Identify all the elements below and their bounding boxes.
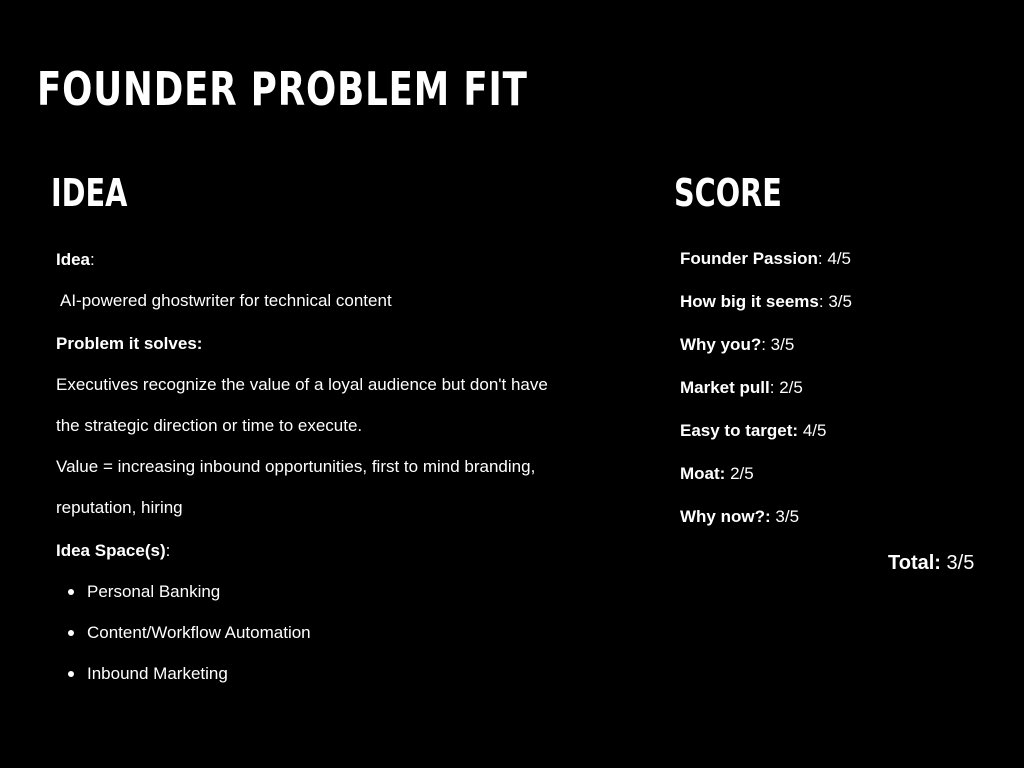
score-value: 3/5 [775,507,800,526]
score-separator: : [769,378,780,397]
score-separator: : [818,292,829,311]
problem-label-line [56,334,202,354]
score-row-why-now [680,507,852,550]
score-value: 3/5 [828,292,852,311]
value-text-line-2: reputation, hiring [56,498,183,517]
score-row-market-pull [680,378,852,421]
idea-space-label: Content/Workflow Automation [87,623,311,642]
score-label: Why you? [680,335,762,354]
problem-label: Problem it solves: [56,334,203,353]
score-value: 3/5 [770,335,795,354]
problem-text-line-2: the strategic direction or time to execute. [56,416,363,435]
idea-spaces-label-line [56,541,170,561]
total-value: 3/5 [946,552,975,574]
idea-value: AI-powered ghostwriter for technical content [60,291,392,310]
idea-spaces-label: Idea Space(s) [56,541,166,560]
score-label: How big it seems [680,292,819,311]
total-score [888,551,974,575]
list-item [68,664,311,705]
score-separator: : [761,335,771,354]
idea-label-line [56,250,95,270]
list-item [68,623,311,664]
problem-text-line-1: Executives recognize the value of a loyal audience but don't have [56,375,548,394]
idea-spaces-colon: : [165,541,171,560]
idea-spaces-list [68,582,311,705]
score-label: Moat: [680,464,726,483]
idea-label: Idea [56,250,91,269]
score-row-why-you [680,335,852,378]
score-row-how-big [680,292,852,335]
bullet-icon [68,671,74,677]
idea-label-colon: : [90,250,95,269]
page-title: FOUNDER PROBLEM FIT [37,62,528,116]
score-value: 2/5 [779,378,803,397]
score-label: Why now?: [680,507,771,526]
list-item [68,582,311,623]
value-text-line-1: Value = increasing inbound opportunities, first to mind branding, [56,457,536,476]
idea-space-label: Inbound Marketing [87,664,228,683]
score-row-moat [680,464,852,507]
score-label: Easy to target: [680,421,799,440]
idea-space-label: Personal Banking [87,582,221,601]
total-label: Total: [888,552,941,574]
score-row-founder-passion [680,249,852,292]
idea-heading: IDEA [51,171,128,215]
score-value: 2/5 [730,464,754,483]
score-label: Market pull [680,378,770,397]
bullet-icon [68,589,74,595]
score-separator: : [817,249,828,268]
score-label: Founder Passion [680,249,818,268]
score-value: 4/5 [802,421,827,440]
score-value: 4/5 [827,249,852,268]
bullet-icon [68,630,74,636]
score-list [680,249,852,550]
score-heading: SCORE [674,171,782,215]
score-row-easy-to-target [680,421,852,464]
